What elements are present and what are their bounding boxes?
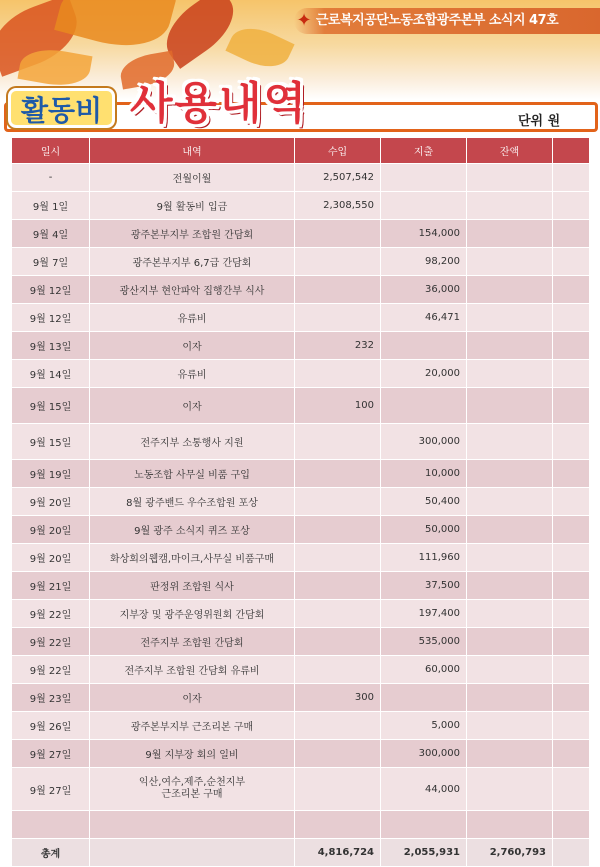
cell-expense: 46,471 bbox=[381, 304, 467, 332]
cell-expense: 300,000 bbox=[381, 424, 467, 460]
cell-income bbox=[295, 424, 381, 460]
cell-date: 9월 13일 bbox=[12, 332, 90, 360]
table-row bbox=[12, 628, 590, 656]
cell-balance bbox=[467, 164, 553, 192]
cell-balance bbox=[467, 360, 553, 388]
cell-balance bbox=[467, 684, 553, 712]
cell-item: 유류비 bbox=[90, 360, 295, 388]
cell-expense: 5,000 bbox=[381, 712, 467, 740]
cell-item bbox=[90, 811, 295, 839]
cell-balance bbox=[467, 304, 553, 332]
cell-balance bbox=[467, 712, 553, 740]
table-row bbox=[12, 424, 590, 460]
table-row bbox=[12, 768, 590, 811]
cell-blank bbox=[553, 600, 590, 628]
cell-blank bbox=[553, 424, 590, 460]
cell-blank bbox=[553, 656, 590, 684]
cell-income bbox=[295, 628, 381, 656]
cell-income: 2,308,550 bbox=[295, 192, 381, 220]
cell-income bbox=[295, 220, 381, 248]
cell-balance bbox=[467, 600, 553, 628]
cell-income bbox=[295, 516, 381, 544]
cell-blank bbox=[553, 740, 590, 768]
cell-income bbox=[295, 811, 381, 839]
cell-blank bbox=[553, 712, 590, 740]
table-row bbox=[12, 600, 590, 628]
cell-expense: 300,000 bbox=[381, 740, 467, 768]
cell-expense: 197,400 bbox=[381, 600, 467, 628]
cell-balance bbox=[467, 768, 553, 811]
cell-balance bbox=[467, 220, 553, 248]
total-income: 4,816,724 bbox=[295, 839, 381, 867]
cell-blank bbox=[553, 572, 590, 600]
table-row bbox=[12, 276, 590, 304]
cell-income bbox=[295, 248, 381, 276]
cell-expense: 154,000 bbox=[381, 220, 467, 248]
cell-date: 9월 19일 bbox=[12, 460, 90, 488]
publication-title-text: 근로복지공단노동조합광주본부 소식지 47호 bbox=[316, 13, 559, 28]
flame-icon: ✦ bbox=[296, 10, 312, 31]
table-row bbox=[12, 712, 590, 740]
cell-blank bbox=[553, 839, 590, 867]
cell-item: 유류비 bbox=[90, 304, 295, 332]
cell-date: 9월 27일 bbox=[12, 768, 90, 811]
cell-expense bbox=[381, 388, 467, 424]
cell-blank bbox=[553, 684, 590, 712]
cell-balance bbox=[467, 192, 553, 220]
cell-expense bbox=[381, 811, 467, 839]
cell-balance bbox=[467, 460, 553, 488]
expense-ledger-table bbox=[11, 137, 590, 867]
table-row bbox=[12, 164, 590, 192]
total-label: 총계 bbox=[12, 839, 90, 867]
cell-income: 232 bbox=[295, 332, 381, 360]
cell-income bbox=[295, 544, 381, 572]
cell-balance bbox=[467, 811, 553, 839]
cell-item: 이자 bbox=[90, 388, 295, 424]
table-row bbox=[12, 192, 590, 220]
cell-blank bbox=[553, 628, 590, 656]
cell-date: 9월 15일 bbox=[12, 388, 90, 424]
cell-date: 9월 12일 bbox=[12, 304, 90, 332]
column-header-item: 내역 bbox=[90, 138, 295, 164]
cell-expense bbox=[381, 192, 467, 220]
total-balance: 2,760,793 bbox=[467, 839, 553, 867]
table-row bbox=[12, 544, 590, 572]
table-row bbox=[12, 656, 590, 684]
publication-title bbox=[294, 8, 600, 34]
cell-item: 판정위 조합원 식사 bbox=[90, 572, 295, 600]
cell-income bbox=[295, 488, 381, 516]
cell-income bbox=[295, 276, 381, 304]
cell-balance bbox=[467, 248, 553, 276]
cell-balance bbox=[467, 656, 553, 684]
cell-blank bbox=[553, 220, 590, 248]
cell-expense bbox=[381, 684, 467, 712]
table-row bbox=[12, 304, 590, 332]
cell-blank bbox=[553, 768, 590, 811]
cell-blank bbox=[553, 304, 590, 332]
table-row bbox=[12, 360, 590, 388]
table-row-empty bbox=[12, 811, 590, 839]
cell-item: 전주지부 조합원 간담회 bbox=[90, 628, 295, 656]
cell-date: 9월 23일 bbox=[12, 684, 90, 712]
cell-expense: 60,000 bbox=[381, 656, 467, 684]
cell-expense: 50,000 bbox=[381, 516, 467, 544]
cell-item: 광주본부지부 근조리본 구매 bbox=[90, 712, 295, 740]
cell-balance bbox=[467, 424, 553, 460]
table-row bbox=[12, 572, 590, 600]
cell-income bbox=[295, 572, 381, 600]
cell-blank bbox=[553, 164, 590, 192]
cell-balance bbox=[467, 276, 553, 304]
cell-date: 9월 22일 bbox=[12, 656, 90, 684]
cell-date: 9월 20일 bbox=[12, 516, 90, 544]
cell-income: 300 bbox=[295, 684, 381, 712]
cell-balance bbox=[467, 572, 553, 600]
column-header-balance: 잔액 bbox=[467, 138, 553, 164]
cell-expense: 37,500 bbox=[381, 572, 467, 600]
cell-blank bbox=[553, 811, 590, 839]
cell-date: 9월 26일 bbox=[12, 712, 90, 740]
cell-income bbox=[295, 740, 381, 768]
cell-balance bbox=[467, 628, 553, 656]
cell-date: 9월 21일 bbox=[12, 572, 90, 600]
cell-blank bbox=[553, 516, 590, 544]
cell-item: 광주본부지부 6,7급 간담회 bbox=[90, 248, 295, 276]
cell-blank bbox=[553, 460, 590, 488]
table-row bbox=[12, 388, 590, 424]
cell-blank bbox=[90, 839, 295, 867]
cell-date: 9월 20일 bbox=[12, 544, 90, 572]
cell-income bbox=[295, 712, 381, 740]
cell-balance bbox=[467, 516, 553, 544]
cell-date: 9월 27일 bbox=[12, 740, 90, 768]
cell-item: 전주지부 소통행사 지원 bbox=[90, 424, 295, 460]
maple-leaf-icon bbox=[225, 19, 294, 76]
cell-date: 9월 7일 bbox=[12, 248, 90, 276]
cell-expense: 36,000 bbox=[381, 276, 467, 304]
title-usage-history: 사용내역 bbox=[130, 78, 309, 129]
table-row bbox=[12, 488, 590, 516]
cell-item: 9월 광주 소식지 퀴즈 포상 bbox=[90, 516, 295, 544]
cell-expense bbox=[381, 164, 467, 192]
cell-balance bbox=[467, 332, 553, 360]
cell-expense: 535,000 bbox=[381, 628, 467, 656]
cell-item bbox=[90, 768, 295, 811]
cell-date: 9월 22일 bbox=[12, 600, 90, 628]
cell-date: 9월 4일 bbox=[12, 220, 90, 248]
cell-item: 전월이월 bbox=[90, 164, 295, 192]
cell-expense bbox=[381, 332, 467, 360]
table-row bbox=[12, 248, 590, 276]
cell-blank bbox=[553, 544, 590, 572]
total-expense: 2,055,931 bbox=[381, 839, 467, 867]
cell-expense: 10,000 bbox=[381, 460, 467, 488]
cell-date: 9월 12일 bbox=[12, 276, 90, 304]
cell-income bbox=[295, 656, 381, 684]
cell-expense: 20,000 bbox=[381, 360, 467, 388]
cell-date: 9월 14일 bbox=[12, 360, 90, 388]
cell-item: 9월 지부장 회의 일비 bbox=[90, 740, 295, 768]
cell-date: 9월 1일 bbox=[12, 192, 90, 220]
cell-blank bbox=[553, 488, 590, 516]
cell-balance bbox=[467, 488, 553, 516]
cell-item-line1: 익산,여수,제주,순천지부 bbox=[138, 777, 246, 788]
cell-item: 광산지부 현안파악 집행간부 식사 bbox=[90, 276, 295, 304]
cell-item: 9월 활동비 입금 bbox=[90, 192, 295, 220]
table-row bbox=[12, 684, 590, 712]
table-header-row bbox=[12, 138, 590, 164]
cell-item: 노동조합 사무실 비품 구입 bbox=[90, 460, 295, 488]
table-row bbox=[12, 740, 590, 768]
cell-date: 9월 22일 bbox=[12, 628, 90, 656]
cell-blank bbox=[553, 388, 590, 424]
cell-blank bbox=[553, 360, 590, 388]
cell-blank bbox=[553, 248, 590, 276]
cell-blank bbox=[553, 276, 590, 304]
cell-balance bbox=[467, 544, 553, 572]
cell-date: 9월 20일 bbox=[12, 488, 90, 516]
cell-income bbox=[295, 360, 381, 388]
cell-income bbox=[295, 304, 381, 332]
title-activity-fund: 활동비 bbox=[8, 88, 115, 128]
cell-item: 이자 bbox=[90, 332, 295, 360]
cell-date: 9월 15일 bbox=[12, 424, 90, 460]
cell-item: 이자 bbox=[90, 684, 295, 712]
cell-item: 화상회의웹캠,마이크,사무실 비품구매 bbox=[90, 544, 295, 572]
cell-date bbox=[12, 811, 90, 839]
cell-item-line2: 근조리본 구매 bbox=[161, 789, 223, 800]
unit-label: 단위 원 bbox=[518, 114, 561, 129]
cell-income: 2,507,542 bbox=[295, 164, 381, 192]
table-row bbox=[12, 220, 590, 248]
cell-expense: 44,000 bbox=[381, 768, 467, 811]
cell-income bbox=[295, 768, 381, 811]
cell-expense: 50,400 bbox=[381, 488, 467, 516]
cell-item: 8월 광주밴드 우수조합원 포상 bbox=[90, 488, 295, 516]
cell-item: 광주본부지부 조합원 간담회 bbox=[90, 220, 295, 248]
cell-expense: 98,200 bbox=[381, 248, 467, 276]
table-row bbox=[12, 516, 590, 544]
cell-income bbox=[295, 460, 381, 488]
cell-blank bbox=[553, 192, 590, 220]
cell-balance bbox=[467, 740, 553, 768]
total-row bbox=[12, 839, 590, 867]
column-header-date: 일시 bbox=[12, 138, 90, 164]
table-row bbox=[12, 460, 590, 488]
cell-blank bbox=[553, 332, 590, 360]
table-row bbox=[12, 332, 590, 360]
column-header-expense: 지출 bbox=[381, 138, 467, 164]
cell-income: 100 bbox=[295, 388, 381, 424]
cell-income bbox=[295, 600, 381, 628]
cell-date: - bbox=[12, 164, 90, 192]
column-header-income: 수입 bbox=[295, 138, 381, 164]
column-header-blank bbox=[553, 138, 590, 164]
cell-item: 지부장 및 광주운영위원회 간담회 bbox=[90, 600, 295, 628]
cell-balance bbox=[467, 388, 553, 424]
cell-expense: 111,960 bbox=[381, 544, 467, 572]
maple-leaf-icon bbox=[54, 0, 176, 58]
cell-item: 전주지부 조합원 간담회 유류비 bbox=[90, 656, 295, 684]
